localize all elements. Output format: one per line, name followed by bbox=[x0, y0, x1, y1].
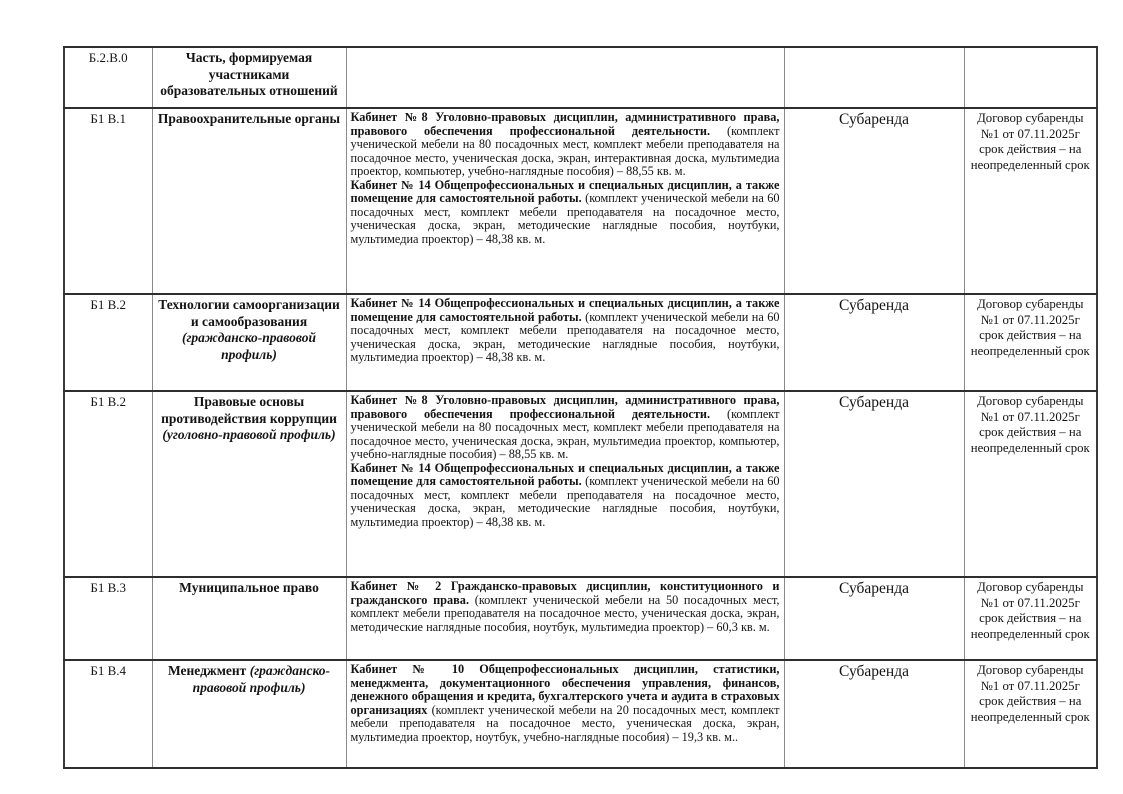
room-details: (комплект ученической мебели на 60 посадочных мест, комплект мебели преподавателя на посадочное место, ученическая доска, экран, методические наглядные пособия, ноутбуки, мультимедиа проектор) – 48,38 кв. м. bbox=[350, 474, 780, 529]
room-title: Кабинет № 10 Общепрофессиональных дисциплин, статистики, менеджмента, документационного обеспечения управления, финансов, денежного обращения и кредита, бухгалтерского учета и аудита в страховых организациях bbox=[350, 662, 780, 717]
room-details: (комплект ученической мебели на 50 посадочных мест, комплект мебели преподавателя на посадочное место, ученическая доска, экран, методические наглядные пособия, ноутбук, мультимедиа проектор) – 60,3 кв. м. bbox=[350, 592, 780, 634]
discipline-code: Б1 В.1 bbox=[90, 111, 127, 126]
room-paragraph bbox=[351, 394, 780, 462]
room-details: (комплект ученической мебели на 80 посадочных мест, комплект мебели преподавателя на посадочное место, ученическая доска, экран, интерактивная доска, мультимедиа проектор, компьютер, учебно-наглядные пособия) – 88,55 кв. м. bbox=[350, 123, 780, 178]
cell-discipline-name bbox=[152, 391, 346, 577]
discipline-name: Технологии самоорганизации и самообразования bbox=[158, 297, 340, 329]
facilities-table bbox=[63, 46, 1098, 769]
table-row bbox=[64, 294, 1097, 391]
table-row bbox=[64, 660, 1097, 768]
table-row bbox=[64, 391, 1097, 577]
cell-rental-type bbox=[784, 660, 964, 768]
discipline-name: Муниципальное право bbox=[179, 580, 319, 595]
room-title: Кабинет № 14 Общепрофессиональных и специальных дисциплин, а также помещение для самостоятельной работы. bbox=[350, 460, 780, 488]
room-details: (комплект ученической мебели на 60 посадочных мест, комплект мебели преподавателя на посадочное место, ученическая доска, экран, методические наглядные пособия, ноутбуки, мультимедиа проектор) – 48,38 кв. м. bbox=[350, 191, 780, 246]
cell-room-description bbox=[346, 108, 784, 294]
cell-discipline-code bbox=[64, 577, 152, 660]
cell-contract-info bbox=[964, 577, 1097, 660]
room-paragraph bbox=[351, 580, 780, 634]
cell-rental-type bbox=[784, 47, 964, 108]
cell-room-description bbox=[346, 577, 784, 660]
cell-contract-info bbox=[964, 47, 1097, 108]
cell-contract-info bbox=[964, 660, 1097, 768]
cell-contract-info bbox=[964, 108, 1097, 294]
cell-discipline-name bbox=[152, 294, 346, 391]
cell-contract-info bbox=[964, 391, 1097, 577]
cell-discipline-code bbox=[64, 108, 152, 294]
room-details: (комплект ученической мебели на 20 посадочных мест, комплект мебели преподавателя на посадочное место, ученическая доска, экран, мультимедиа проектор, ноутбук, учебно-наглядные пособия) – 19,3 кв. м.. bbox=[350, 702, 780, 744]
room-details: (комплект ученической мебели на 60 посадочных мест, комплект мебели преподавателя на посадочное место, ученическая доска, экран, методические наглядные пособия, ноутбуки, мультимедиа проектор) – 48,38 кв. м. bbox=[350, 309, 780, 364]
room-paragraph bbox=[351, 462, 780, 530]
cell-discipline-code bbox=[64, 391, 152, 577]
room-title: Кабинет № 14 Общепрофессиональных и специальных дисциплин, а также помещение для самостоятельной работы. bbox=[350, 177, 780, 205]
table-row bbox=[64, 108, 1097, 294]
cell-discipline-code bbox=[64, 294, 152, 391]
rental-type: Субаренда bbox=[839, 663, 909, 680]
cell-rental-type bbox=[784, 294, 964, 391]
discipline-profile: (гражданско-правовой профиль) bbox=[181, 330, 317, 362]
cell-discipline-name bbox=[152, 660, 346, 768]
table-row bbox=[64, 577, 1097, 660]
cell-rental-type bbox=[784, 108, 964, 294]
rental-type: Субаренда bbox=[839, 580, 909, 597]
room-title: Кабинет № 14 Общепрофессиональных и специальных дисциплин, а также помещение для самостоятельной работы. bbox=[350, 296, 780, 324]
discipline-code: Б1 В.2 bbox=[90, 297, 127, 312]
room-details: (комплект ученической мебели на 80 посадочных мест, комплект мебели преподавателя на посадочное место, ученическая доска, экран, мультимедиа проектор, компьютер, учебно-наглядные пособия) – 88,55 кв. м. bbox=[350, 406, 780, 461]
discipline-name: Правоохранительные органы bbox=[157, 111, 341, 126]
room-paragraph bbox=[351, 663, 780, 744]
cell-room-description bbox=[346, 660, 784, 768]
cell-discipline-code bbox=[64, 660, 152, 768]
discipline-code: Б.2.В.0 bbox=[88, 50, 128, 65]
cell-discipline-name bbox=[152, 577, 346, 660]
discipline-profile: (гражданско-правовой профиль) bbox=[192, 663, 331, 695]
cell-room-description bbox=[346, 294, 784, 391]
discipline-name: Часть, формируемая участниками образовательных отношений bbox=[160, 50, 338, 98]
contract-info: Договор субаренды №1 от 07.11.2025г срок действия – на неопределенный срок bbox=[970, 111, 1090, 172]
rental-type: Субаренда bbox=[839, 394, 909, 411]
room-paragraph bbox=[351, 179, 780, 247]
cell-rental-type bbox=[784, 577, 964, 660]
contract-info: Договор субаренды №1 от 07.11.2025г срок действия – на неопределенный срок bbox=[970, 580, 1090, 641]
facilities-table-body bbox=[64, 47, 1097, 768]
cell-contract-info bbox=[964, 294, 1097, 391]
discipline-code: Б1 В.3 bbox=[90, 580, 127, 595]
rental-type: Субаренда bbox=[839, 111, 909, 128]
cell-rental-type bbox=[784, 391, 964, 577]
room-title: Кабинет № 2 Гражданско-правовых дисциплин, конституционного и гражданского права. bbox=[350, 579, 780, 607]
discipline-profile: (уголовно-правовой профиль) bbox=[162, 427, 336, 442]
room-paragraph bbox=[351, 111, 780, 179]
contract-info: Договор субаренды №1 от 07.11.2025г срок действия – на неопределенный срок bbox=[970, 394, 1090, 455]
contract-info: Договор субаренды №1 от 07.11.2025г срок действия – на неопределенный срок bbox=[970, 663, 1090, 724]
cell-discipline-name bbox=[152, 47, 346, 108]
table-row bbox=[64, 47, 1097, 108]
discipline-name: Правовые основы противодействия коррупции bbox=[161, 394, 337, 426]
room-paragraph bbox=[351, 297, 780, 365]
cell-room-description bbox=[346, 391, 784, 577]
room-title: Кабинет №8 Уголовно-правовых дисциплин, административного права, правового обеспечения профессиональной деятельности. bbox=[350, 110, 780, 138]
cell-room-description bbox=[346, 47, 784, 108]
discipline-name: Менеджмент bbox=[167, 663, 247, 678]
rental-type: Субаренда bbox=[839, 297, 909, 314]
room-title: Кабинет №8 Уголовно-правовых дисциплин, административного права, правового обеспечения профессиональной деятельности. bbox=[350, 393, 780, 421]
contract-info: Договор субаренды №1 от 07.11.2025г срок действия – на неопределенный срок bbox=[970, 297, 1090, 358]
cell-discipline-name bbox=[152, 108, 346, 294]
discipline-code: Б1 В.2 bbox=[90, 394, 127, 409]
cell-discipline-code bbox=[64, 47, 152, 108]
discipline-code: Б1 В.4 bbox=[90, 663, 127, 678]
